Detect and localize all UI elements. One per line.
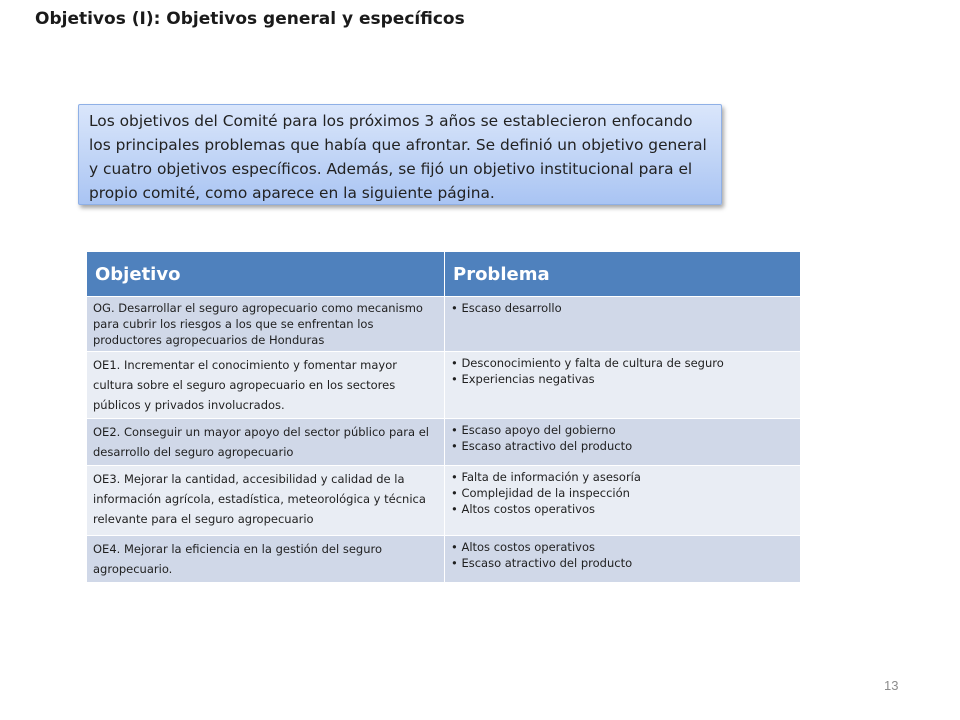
table-header-row <box>87 252 801 297</box>
objective-cell: OE1. Incrementar el conocimiento y fomentar mayor cultura sobre el seguro agropecuario en los sectores públicos y privados involucrados. <box>87 352 445 419</box>
problem-list <box>451 469 794 517</box>
intro-callout: Los objetivos del Comité para los próximos 3 años se establecieron enfocando los principales problemas que había que afrontar. Se definió un objetivo general y cuatro objetivos específicos. Además, se fijó un objetivo institucional para el propio comité, como aparece en la siguiente página. <box>78 104 722 205</box>
problem-list <box>451 539 794 571</box>
objective-cell: OE2. Conseguir un mayor apoyo del sector público para el desarrollo del seguro agropecuario <box>87 419 445 466</box>
objective-cell: OE3. Mejorar la cantidad, accesibilidad y calidad de la información agrícola, estadística, meteorológica y técnica relevante para el seguro agropecuario <box>87 466 445 536</box>
table-row <box>87 466 801 536</box>
page-number: 13 <box>884 678 899 693</box>
problem-item: • Complejidad de la inspección <box>451 485 794 501</box>
problem-item: • Escaso apoyo del gobierno <box>451 422 794 438</box>
problem-item: • Escaso desarrollo <box>451 300 794 316</box>
header-problem: Problema <box>445 252 801 297</box>
problem-cell <box>445 352 801 419</box>
problem-list <box>451 300 794 316</box>
problem-cell <box>445 466 801 536</box>
table-row <box>87 297 801 352</box>
problem-list <box>451 422 794 454</box>
problem-item: • Escaso atractivo del producto <box>451 438 794 454</box>
problem-item: • Desconocimiento y falta de cultura de seguro <box>451 355 794 371</box>
objective-cell: OE4. Mejorar la eficiencia en la gestión del seguro agropecuario. <box>87 536 445 583</box>
header-objective: Objetivo <box>87 252 445 297</box>
table-row <box>87 536 801 583</box>
problem-item: • Escaso atractivo del producto <box>451 555 794 571</box>
problem-cell <box>445 297 801 352</box>
objectives-table <box>86 251 801 583</box>
problem-list <box>451 355 794 387</box>
problem-cell <box>445 536 801 583</box>
objective-cell: OG. Desarrollar el seguro agropecuario como mecanismo para cubrir los riesgos a los que se enfrentan los productores agropecuarios de Honduras <box>87 297 445 352</box>
slide-title: Objetivos (I): Objetivos general y específicos <box>35 9 465 29</box>
table-row <box>87 352 801 419</box>
problem-item: • Falta de información y asesoría <box>451 469 794 485</box>
table-row <box>87 419 801 466</box>
problem-item: • Altos costos operativos <box>451 539 794 555</box>
problem-item: • Altos costos operativos <box>451 501 794 517</box>
problem-cell <box>445 419 801 466</box>
problem-item: • Experiencias negativas <box>451 371 794 387</box>
